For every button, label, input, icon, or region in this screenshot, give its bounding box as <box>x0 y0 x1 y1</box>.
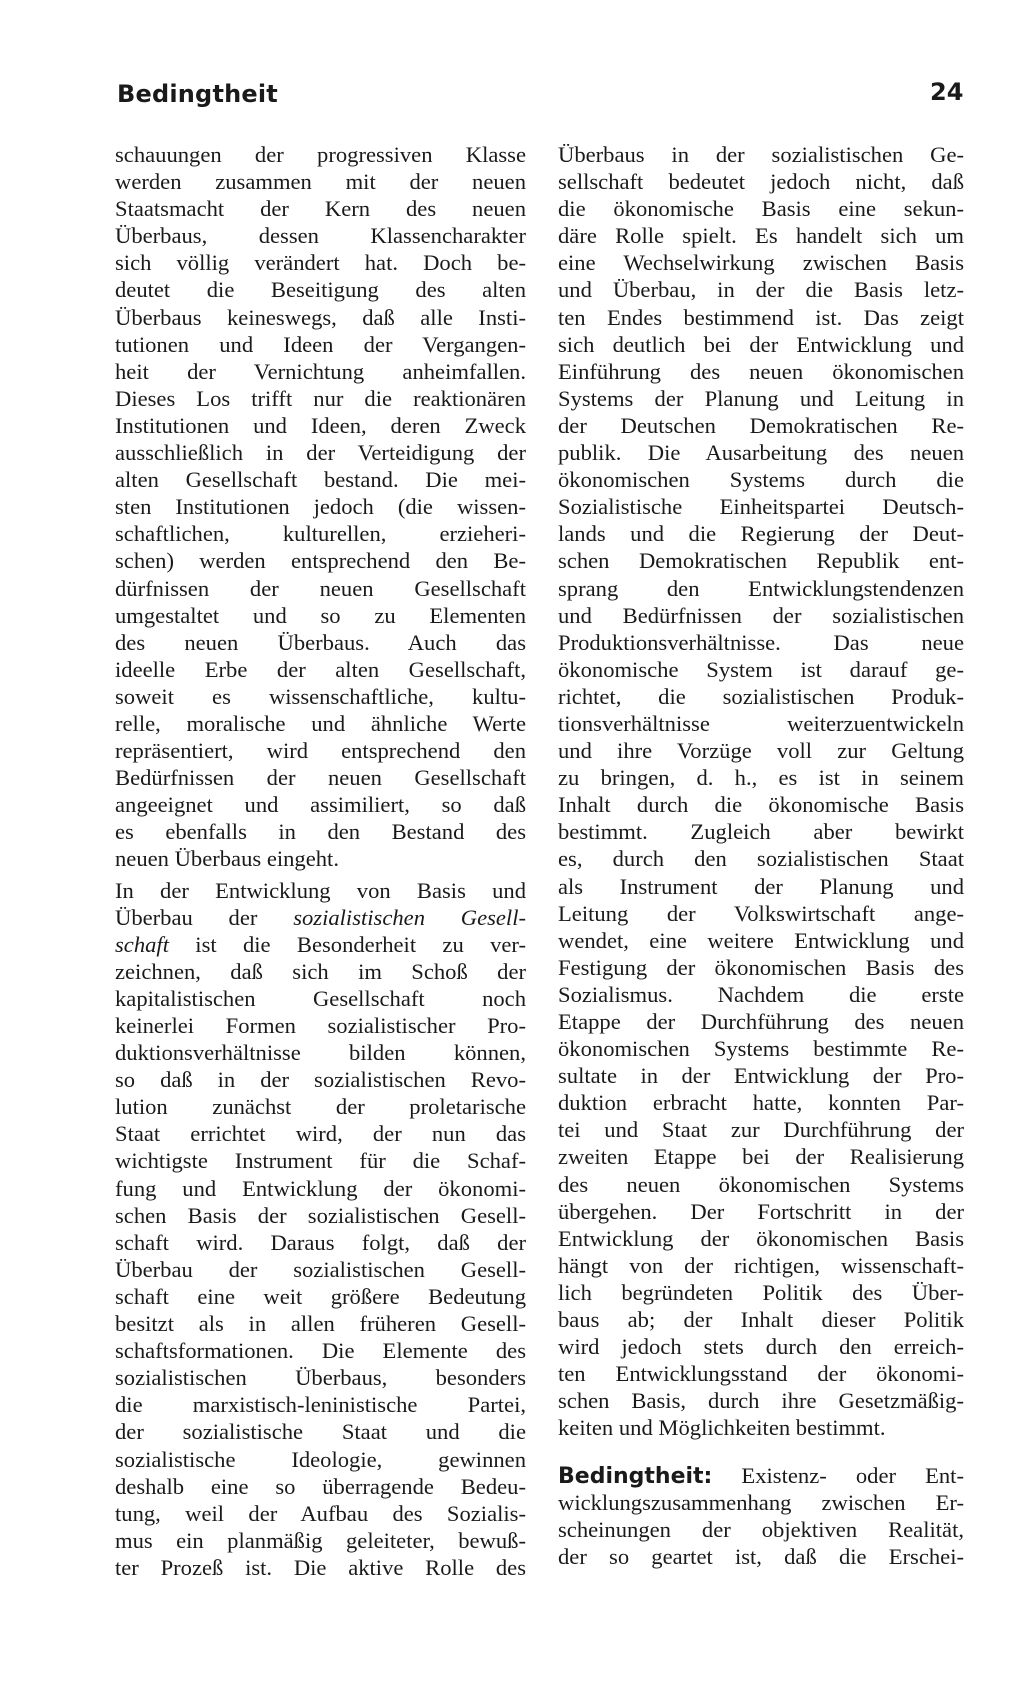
text-line: Festigung der ökonomischen Basis des <box>558 954 964 980</box>
text-line: schauungen der progressiven Klasse <box>115 142 526 167</box>
text-line: kapitalistischen Gesellschaft noch <box>115 985 526 1011</box>
text-line: Überbaus keineswegs, daß alle Insti- <box>115 304 526 330</box>
text-line: angeeignet und assimiliert, so daß <box>115 792 526 818</box>
text-line: Systems der Planung und Leitung in <box>558 385 964 411</box>
text-line: Institutionen und Ideen, deren Zweck <box>115 412 526 438</box>
text-line: wicklungszusammenhang zwischen Er- <box>558 1489 964 1515</box>
text-line: baus ab; der Inhalt dieser Politik <box>558 1307 964 1333</box>
text-span: Überbau der <box>115 904 294 930</box>
text-line: publik. Die Ausarbeitung des neuen <box>558 440 964 466</box>
text-line: sprang den Entwicklungstendenzen <box>558 575 964 601</box>
text-line: tionsverhältnisse weiterzuentwickeln <box>558 710 964 736</box>
text-line: In der Entwicklung von Basis und <box>115 877 526 903</box>
text-line <box>558 1462 964 1489</box>
text-line: Etappe der Durchführung des neuen <box>558 1009 964 1034</box>
text-line: Überbau der sozialistischen Gesell- <box>115 1256 526 1282</box>
text-line: des neuen Überbaus. Auch das <box>115 629 526 655</box>
dictionary-entry <box>558 1462 964 1570</box>
text-line: sich völlig verändert hat. Doch be- <box>115 250 526 276</box>
text-line: schen Basis, durch ihre Gesetzmäßig- <box>558 1388 964 1414</box>
text-line: fung und Entwicklung der ökonomi- <box>115 1175 526 1201</box>
running-head: Bedingtheit <box>117 80 278 108</box>
text-line: der sozialistische Staat und die <box>115 1419 526 1445</box>
text-line: werden zusammen mit der neuen <box>115 169 526 195</box>
text-line: däre Rolle spielt. Es handelt sich um <box>558 223 964 249</box>
italic-term: sozialistischen Gesell- <box>293 904 527 930</box>
text-line: die ökonomische Basis eine sekun- <box>558 196 964 222</box>
text-line: hängt von der richtigen, wissenschaft- <box>558 1252 964 1278</box>
text-line: schaft wird. Daraus folgt, daß der <box>115 1229 526 1255</box>
text-line: und ihre Vorzüge voll zur Geltung <box>558 738 964 764</box>
text-line: alten Gesellschaft bestand. Die mei- <box>115 467 526 493</box>
text-line: schaft eine weit größere Bedeutung <box>115 1283 526 1309</box>
text-line: Überbaus in der sozialistischen Ge- <box>558 142 964 167</box>
text-line: ökonomischen Systems bestimmte Re- <box>558 1036 964 1062</box>
text-line: ter Prozeß ist. Die aktive Rolle des <box>115 1554 526 1580</box>
text-line: tei und Staat zur Durchführung der <box>558 1117 964 1143</box>
text-line: ten Endes bestimmend ist. Das zeigt <box>558 304 964 330</box>
text-line: und Bedürfnissen der sozialistischen <box>558 602 964 628</box>
text-line: duktionsverhältnisse bilden können, <box>115 1040 526 1066</box>
text-line: Sozialistische Einheitspartei Deutsch- <box>558 494 964 520</box>
text-line: so daß in der sozialistischen Revo- <box>115 1067 526 1093</box>
text-line: bestimmt. Zugleich aber bewirkt <box>558 819 964 845</box>
text-line: der so geartet ist, daß die Erschei- <box>558 1543 964 1569</box>
text-line: schen Basis der sozialistischen Gesell- <box>115 1202 526 1228</box>
text-line: sultate in der Entwicklung der Pro- <box>558 1063 964 1089</box>
text-line: schen) werden entsprechend den Be- <box>115 548 526 574</box>
text-line: Inhalt durch die ökonomische Basis <box>558 792 964 818</box>
text-line: wird jedoch stets durch den erreich- <box>558 1334 964 1360</box>
text-line: Sozialismus. Nachdem die erste <box>558 981 964 1007</box>
text-line: neuen Überbaus eingeht. <box>115 846 339 872</box>
text-line: tutionen und Ideen der Vergangen- <box>115 331 526 357</box>
text-line: tung, weil der Aufbau des Sozialis- <box>115 1500 526 1526</box>
italic-term: schaft <box>115 931 169 957</box>
text-line <box>115 931 526 958</box>
text-line: und Überbau, in der die Basis letz- <box>558 277 964 303</box>
text-line: der Deutschen Demokratischen Re- <box>558 412 964 438</box>
text-line: heit der Vernichtung anheimfallen. <box>115 358 526 384</box>
text-line: schaftsformationen. Die Elemente des <box>115 1338 526 1364</box>
text-line: sozialistischen Überbaus, besonders <box>115 1365 526 1391</box>
text-line: dürfnissen der neuen Gesellschaft <box>115 575 526 601</box>
text-line: Entwicklung der ökonomischen Basis <box>558 1225 964 1251</box>
text-line: richtet, die sozialistischen Produk- <box>558 683 964 709</box>
text-line: zeichnen, daß sich im Schoß der <box>115 958 526 984</box>
page-number: 24 <box>930 78 964 106</box>
text-span: Existenz- oder Ent- <box>712 1462 964 1488</box>
text-line: ideelle Erbe der alten Gesellschaft, <box>115 656 526 682</box>
text-line: relle, moralische und ähnliche Werte <box>115 710 526 736</box>
text-line: ten Entwicklungsstand der ökonomi- <box>558 1361 964 1387</box>
text-line: wendet, eine weitere Entwicklung und <box>558 927 964 953</box>
text-line: sozialistische Ideologie, gewinnen <box>115 1446 526 1472</box>
text-line: lands und die Regierung der Deut- <box>558 521 964 547</box>
text-line: ökonomischen Systems durch die <box>558 467 964 493</box>
entry-term: Bedingtheit: <box>558 1463 713 1489</box>
text-line: es ebenfalls in den Bestand des <box>115 819 526 845</box>
text-line: sellschaft bedeutet jedoch nicht, daß <box>558 169 964 195</box>
text-line: umgestaltet und so zu Elementen <box>115 602 526 628</box>
text-line: Staatsmacht der Kern des neuen <box>115 196 526 222</box>
text-line: Einführung des neuen ökonomischen <box>558 358 964 384</box>
text-line: eine Wechselwirkung zwischen Basis <box>558 250 964 276</box>
text-line: ökonomische System ist darauf ge- <box>558 656 964 682</box>
text-line: soweit es wissenschaftliche, kultu- <box>115 683 526 709</box>
left-column <box>115 141 526 1581</box>
text-line: duktion erbracht hatte, konnten Par- <box>558 1090 964 1116</box>
text-line: es, durch den sozialistischen Staat <box>558 846 964 872</box>
text-line: mus ein planmäßig geleiteter, bewuß- <box>115 1527 526 1553</box>
text-line: zu bringen, d. h., es ist in seinem <box>558 765 964 791</box>
text-line: wichtigste Instrument für die Schaf- <box>115 1148 526 1174</box>
text-line: die marxistisch-leninistische Partei, <box>115 1392 526 1418</box>
text-line: des neuen ökonomischen Systems <box>558 1171 964 1197</box>
text-line: übergehen. Der Fortschritt in der <box>558 1198 964 1224</box>
text-line: schaftlichen, kulturellen, erzieheri- <box>115 521 526 547</box>
text-line: deutet die Beseitigung des alten <box>115 277 526 303</box>
text-line: zweiten Etappe bei der Realisierung <box>558 1144 964 1170</box>
text-line: repräsentiert, wird entsprechend den <box>115 738 526 764</box>
text-line: scheinungen der objektiven Realität, <box>558 1516 964 1542</box>
text-line: lution zunächst der proletarische <box>115 1094 526 1120</box>
text-line: sten Institutionen jedoch (die wissen- <box>115 494 526 520</box>
paragraph-gap <box>558 1442 964 1462</box>
text-line: Bedürfnissen der neuen Gesellschaft <box>115 765 526 791</box>
text-line: sich deutlich bei der Entwicklung und <box>558 331 964 357</box>
text-line: keinerlei Formen sozialistischer Pro- <box>115 1013 526 1038</box>
text-line: Staat errichtet wird, der nun das <box>115 1121 526 1147</box>
text-line: Produktionsverhältnisse. Das neue <box>558 629 964 655</box>
text-line: schen Demokratischen Republik ent- <box>558 548 964 574</box>
text-line: deshalb eine so überragende Bedeu- <box>115 1473 526 1499</box>
text-line: besitzt als in allen früheren Gesell- <box>115 1311 526 1337</box>
text-line: Dieses Los trifft nur die reaktionären <box>115 385 526 411</box>
text-line <box>115 904 526 931</box>
right-column <box>558 141 964 1570</box>
text-line: lich begründeten Politik des Über- <box>558 1279 964 1305</box>
text-line: ausschließlich in der Verteidigung der <box>115 440 526 466</box>
text-line: keiten und Möglichkeiten bestimmt. <box>558 1415 886 1441</box>
text-line: Überbaus, dessen Klassencharakter <box>115 223 526 249</box>
text-span: ist die Besonderheit zu ver- <box>168 931 526 957</box>
text-line: Leitung der Volkswirtschaft ange- <box>558 900 964 926</box>
text-line: als Instrument der Planung und <box>558 873 964 899</box>
